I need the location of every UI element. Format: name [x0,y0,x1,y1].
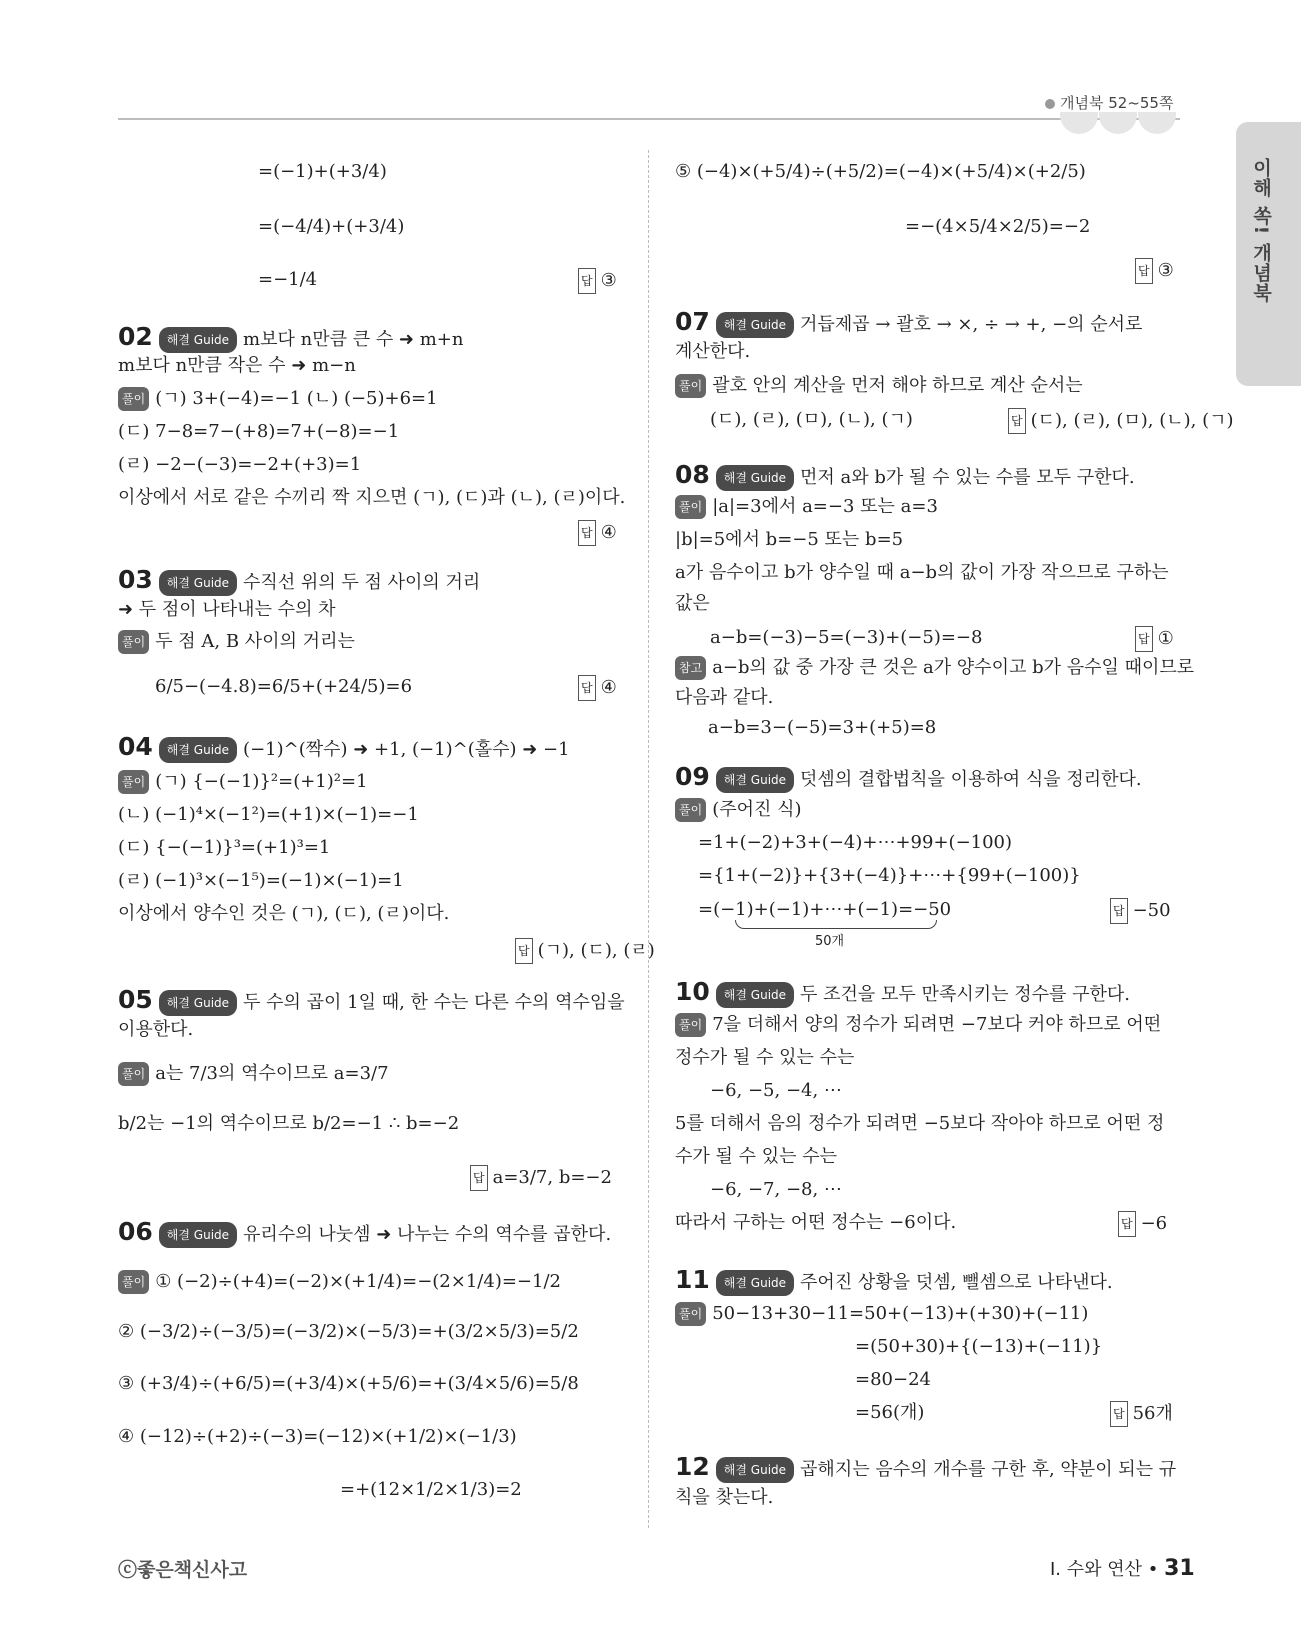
p02-s1: 풀이 (ㄱ) 3+(−4)=−1 (ㄴ) (−5)+6=1 [118,387,438,411]
p09-s3: ={1+(−2)}+{3+(−4)}+⋯+{99+(−100)} [698,865,1081,886]
p09-s2: =1+(−2)+3+(−4)+⋯+99+(−100) [698,832,1013,853]
page-number: 31 [1164,1556,1195,1581]
chapter-label: Ⅰ. 수와 연산 • [1050,1559,1159,1580]
p02-s2: (ㄷ) 7−8=7−(+8)=7+(−8)=−1 [118,421,400,442]
p09-brace-label: 50개 [815,934,845,949]
p06-heading: 06 해결 Guide 유리수의 나눗셈 ➜ 나누는 수의 역수를 곱한다. [118,1217,612,1246]
p08-s3: a가 음수이고 b가 양수일 때 a−b의 값이 가장 작으므로 구하는 [675,562,1169,583]
p04-s2: (ㄴ) (−1)⁴×(−1²)=(+1)×(−1)=−1 [118,804,419,825]
p10-s7: 따라서 구하는 어떤 정수는 −6이다. [675,1212,957,1233]
page-reference: 개념북 52~55쪽 [1045,92,1173,113]
p08-note3: a−b=3−(−5)=3+(+5)=8 [708,717,937,738]
p10-s4: 5를 더해서 음의 정수가 되려면 −5보다 작아야 하므로 어떤 정 [675,1113,1165,1134]
p10-answer: 답 −6 [1118,1211,1167,1237]
p10-s1: 풀이 7을 더해서 양의 정수가 되려면 −7보다 커야 하므로 어떤 [675,1013,1161,1037]
column-divider [648,150,649,1528]
p04-heading: 04 해결 Guide (−1)^(짝수) ➜ +1, (−1)^(홀수) ➜ −1 [118,732,570,761]
p10-s6: −6, −7, −8, ⋯ [710,1179,842,1200]
p05-s1: 풀이 a는 7/3의 역수이므로 a=3/7 [118,1062,389,1086]
p08-s2: |b|=5에서 b=−5 또는 b=5 [675,529,904,550]
p12-heading: 12 해결 Guide 곱해지는 음수의 개수를 구한 후, 약분이 되는 규 [675,1452,1177,1481]
p01-answer: 답 ③ [578,268,617,294]
p08-s5: a−b=(−3)−5=(−3)+(−5)=−8 [710,627,983,648]
p11-s2: =(50+30)+{(−13)+(−11)} [855,1336,1103,1357]
p08-s1: 풀이 |a|=3에서 a=−3 또는 a=3 [675,495,938,519]
p10-heading: 10 해결 Guide 두 조건을 모두 만족시키는 정수를 구한다. [675,977,1130,1006]
p06-s1: 풀이 ① (−2)÷(+4)=(−2)×(+1/4)=−(2×1/4)=−1/2 [118,1270,561,1294]
p07-s2: (ㄷ), (ㄹ), (ㅁ), (ㄴ), (ㄱ) [710,409,913,430]
p09-s4: =(−1)+(−1)+⋯+(−1)=−50 [698,899,952,920]
p07-s1: 풀이 괄호 안의 계산을 먼저 해야 하므로 계산 순서는 [675,374,1083,398]
p04-answer: 답 (ㄱ), (ㄷ), (ㄹ) [515,938,655,964]
p01-line1: =(−1)+(+3/4) [258,161,387,182]
p05-guide2: 이용한다. [118,1019,194,1040]
p06-s3: ③ (+3/4)÷(+6/5)=(+3/4)×(+5/6)=+(3/4×5/6)=5/8 [118,1373,579,1394]
p02-s3: (ㄹ) −2−(−3)=−2+(+3)=1 [118,454,362,475]
p10-s3: −6, −5, −4, ⋯ [710,1080,842,1101]
bullet-icon [1045,99,1055,109]
side-tab-label: 이해 쏙! 개념북 [1250,158,1272,303]
p02-guide2: m보다 n만큼 작은 수 ➜ m−n [118,355,356,376]
p06b-answer: 답 ③ [1135,258,1174,284]
p09-heading: 09 해결 Guide 덧셈의 결합법칙을 이용하여 식을 정리한다. [675,762,1142,791]
p11-s4: =56(개) [855,1402,925,1423]
p10-s2: 정수가 될 수 있는 수는 [675,1047,855,1068]
p11-s1: 풀이 50−13+30−11=50+(−13)+(+30)+(−11) [675,1302,1088,1326]
p04-s1: 풀이 (ㄱ) {−(−1)}²=(+1)²=1 [118,770,368,794]
p03-answer: 답 ④ [578,675,617,701]
p05-heading: 05 해결 Guide 두 수의 곱이 1일 때, 한 수는 다른 수의 역수임을 [118,985,625,1014]
p03-heading: 03 해결 Guide 수직선 위의 두 점 사이의 거리 [118,565,481,594]
p06-s2: ② (−3/2)÷(−3/5)=(−3/2)×(−5/3)=+(3/2×5/3)=5/2 [118,1321,579,1342]
p04-s4: (ㄹ) (−1)³×(−1⁵)=(−1)×(−1)=1 [118,870,404,891]
p12-guide2: 칙을 찾는다. [675,1487,774,1508]
p09-s1: 풀이 (주어진 식) [675,798,802,822]
p09-answer: 답 −50 [1110,898,1171,924]
publisher-logo: ⓒ좋은책신사고 [118,1559,248,1581]
p03-guide2: ➜ 두 점이 나타내는 수의 차 [118,599,336,620]
underbrace [735,920,937,929]
p03-s1: 풀이 두 점 A, B 사이의 거리는 [118,630,355,654]
p06b-s1: ⑤ (−4)×(+5/4)÷(+5/2)=(−4)×(+5/4)×(+2/5) [675,161,1086,182]
p07-answer: 답 (ㄷ), (ㄹ), (ㅁ), (ㄴ), (ㄱ) [1008,408,1234,434]
p01-line2: =(−4/4)+(+3/4) [258,216,405,237]
p07-heading: 07 해결 Guide 거듭제곱 → 괄호 → ×, ÷ → +, −의 순서로 [675,307,1143,336]
page-footer [1050,1555,1195,1581]
p02-s4: 이상에서 서로 같은 수끼리 짝 지으면 (ㄱ), (ㄷ)과 (ㄴ), (ㄹ)이다. [118,487,626,508]
p01-line3: =−1/4 [258,269,318,290]
p08-answer: 답 ① [1135,626,1174,652]
p07-guide2: 계산한다. [675,341,751,362]
p03-s2: 6/5−(−4.8)=6/5+(+24/5)=6 [155,676,413,697]
p04-s5: 이상에서 양수인 것은 (ㄱ), (ㄷ), (ㄹ)이다. [118,903,450,924]
p08-note1: 참고 a−b의 값 중 가장 큰 것은 a가 양수이고 b가 음수일 때이므로 [675,656,1194,680]
p02-answer: 답 ④ [578,520,617,546]
p08-heading: 08 해결 Guide 먼저 a와 b가 될 수 있는 수를 모두 구한다. [675,460,1135,489]
p06-s5: =+(12×1/2×1/3)=2 [340,1479,522,1500]
p11-answer: 답 56개 [1110,1401,1173,1427]
header-decoration [1060,112,1180,134]
p08-note2: 다음과 같다. [675,687,774,708]
p05-s2: b/2는 −1의 역수이므로 b/2=−1 ∴ b=−2 [118,1113,460,1134]
p06b-s2: =−(4×5/4×2/5)=−2 [905,216,1091,237]
p11-s3: =80−24 [855,1369,931,1390]
p11-heading: 11 해결 Guide 주어진 상황을 덧셈, 뺄셈으로 나타낸다. [675,1265,1113,1294]
p05-answer: 답 a=3/7, b=−2 [470,1165,612,1191]
p10-s5: 수가 될 수 있는 수는 [675,1146,837,1167]
p08-s4: 값은 [675,593,710,614]
header-rule [118,118,1180,120]
p02-heading: 02 해결 Guide m보다 n만큼 큰 수 ➜ m+n [118,322,464,351]
p04-s3: (ㄷ) {−(−1)}³=(+1)³=1 [118,837,331,858]
p06-s4: ④ (−12)÷(+2)÷(−3)=(−12)×(+1/2)×(−1/3) [118,1426,517,1447]
